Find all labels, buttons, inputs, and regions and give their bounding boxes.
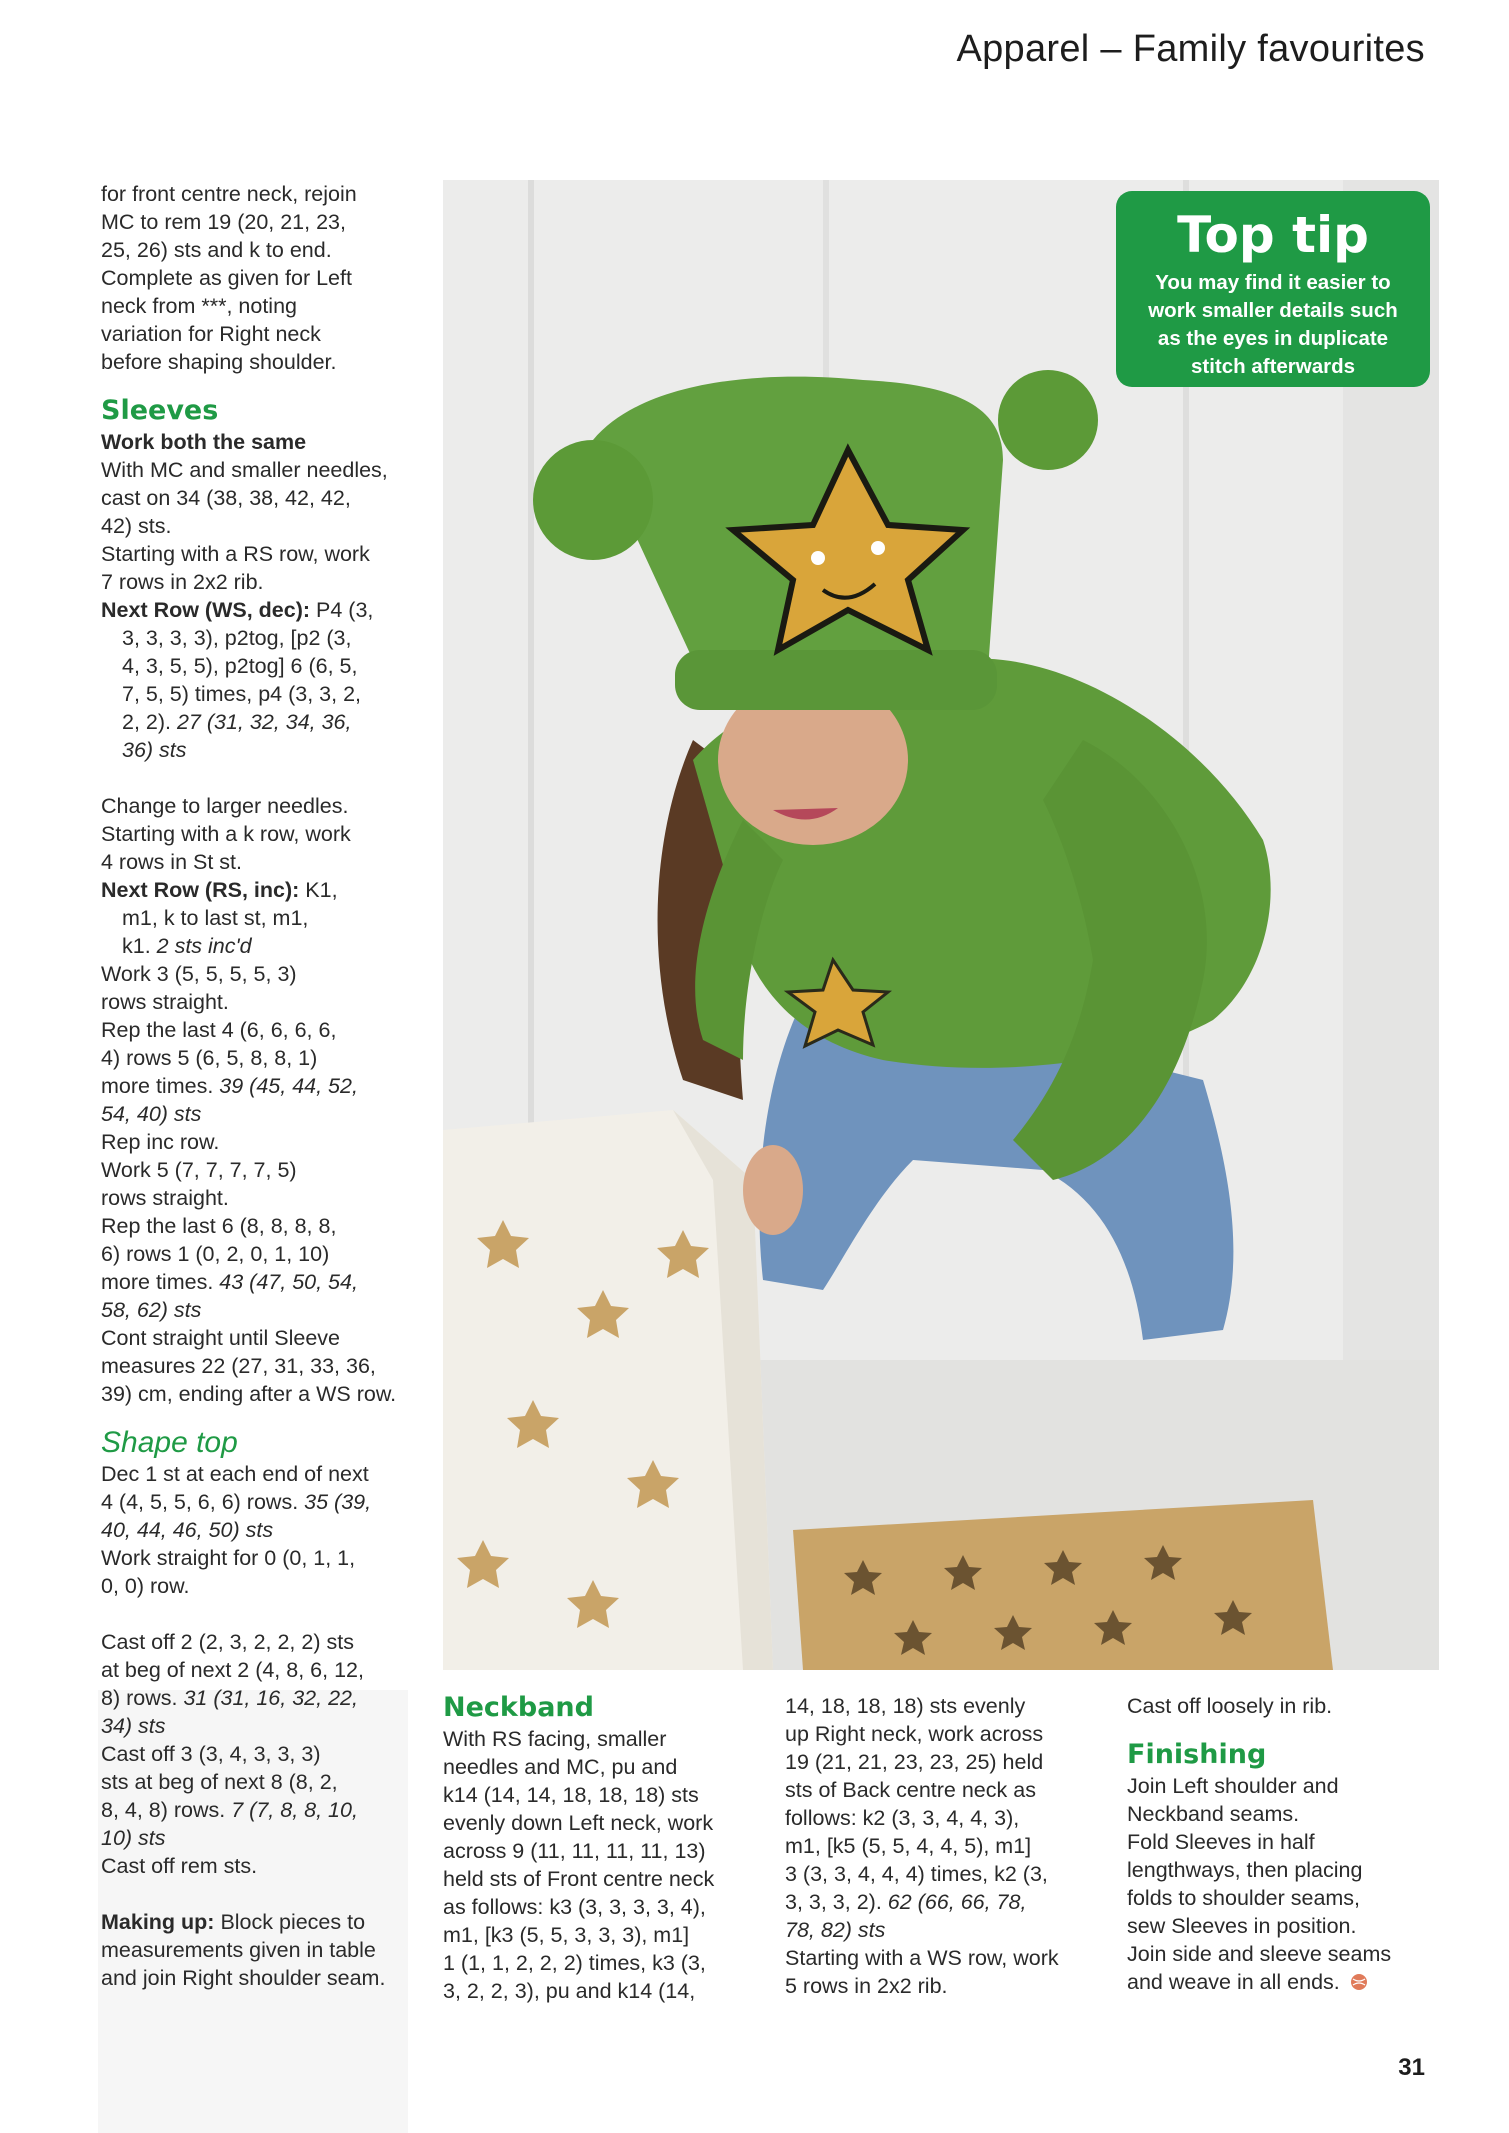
top-tip-body: You may find it easier to work smaller details such as the eyes in duplicate stitch afterwards: [1148, 271, 1398, 378]
finishing-heading: Finishing: [1127, 1739, 1267, 1770]
page-number: 31: [1398, 2054, 1425, 2081]
neckband-heading: Neckband: [443, 1692, 594, 1723]
child-in-star-jumper-illustration: [443, 180, 1439, 1670]
next-row-ws: Next Row (WS, dec): P4 (3,: [101, 598, 374, 622]
product-photo: [443, 180, 1439, 1670]
neckband-continued-column: 14, 18, 18, 18) sts evenly up Right neck, work across 19 (21, 21, 23, 23, 25) held sts of Back centre neck as follows: k2 (3, 3, 4, 4, 3), m1, [k5 (5, 5, 4, 4, 5), m1] 3 (3, 3, 4, 4, 4) times, k2 (3, 3, 3, 3, 2). 62 (66, 66, 78, 78, 82) sts Starting with a WS row, work 5 rows in 2x2 rib.: [785, 1694, 1059, 1998]
sleeves-heading: Sleeves: [101, 395, 219, 426]
left-text-column: for front centre neck, rejoin MC to rem 19 (20, 21, 23, 25, 26) sts and k to end. Complete as given for Left neck from ***, noting variation for Right neck before shaping shoulder. Sleeves Work both the same With MC and smaller needles, cast on 34 (38, 38, 42, 42, 42) sts. Starting with a RS row, work 7 rows in 2x2 rib. Next Row (WS, dec): P4 (3, 3, 3, 3, 3), p2tog, [p2 (3, 4, 3, 5, 5), p2tog] 6 (6, 5, 7, 5, 5) times, p4 (3, 3, 2, 2, 2). 27 (31, 32, 34, 36, 36) sts Change to larger needles. Starting with a k row, work 4 rows in St st. Next Row (RS, inc): K1, m1, k to last st, m1, k1. 2 sts inc'd Work 3 (5, 5, 5, 5, 3) rows straight. Rep the last 4 (6, 6, 6, 6, 4) rows 5 (6, 5, 8, 8, 1) more times. 39 (45, 44, 52, 54, 40) sts Rep inc row. Work 5 (7, 7, 7, 7, 5) rows straight. Rep the last 6 (8, 8, 8, 8, 6) rows 1 (0, 2, 0, 1, 10) more times. 43 (47, 50, 54, 58, 62) sts Cont straight until Sleeve measures 22 (27, 31, 33, 36, 39) cm, ending after a WS row. Shape top Dec 1 st at each end of next 4 (4, 5, 5, 6, 6) rows. 35 (39, 40, 44, 46, 50) sts Work straight for 0 (0, 1, 1, 0, 0) row. Cast off 2 (2, 3, 2, 2, 2) sts at beg of next 2 (4, 8, 6, 12, 8) rows. 31 (31, 16, 32, 22, 34) sts Cast off 3 (3, 4, 3, 3, 3) sts at beg of next 8 (8, 2, 8, 4, 8) rows. 7 (7, 8, 8, 10, 10) sts Cast off rem sts. Making up: Block pieces to measurements given in table and join Right shoulder seam.: [101, 180, 421, 1992]
making-up: Making up: Block pieces to: [101, 1910, 366, 1934]
neckband-column: Neckband With RS facing, smaller needles and MC, pu and k14 (14, 14, 18, 18, 18) sts evenly down Left neck, work across 9 (11, 11, 11, 11, 13) held sts of Front centre neck as follows: k3 (3, 3, 3, 3, 4), m1, [k3 (5, 5, 3, 3, 3), m1] 1 (1, 1, 2, 2, 2) times, k3 (3, 3, 2, 2, 3), pu and k14 (14,: [443, 1685, 748, 2005]
next-row-rs: Next Row (RS, inc): K1,: [101, 878, 338, 902]
section-title: Apparel – Family favourites: [956, 28, 1425, 70]
intro-lines: for front centre neck, rejoin MC to rem 19 (20, 21, 23, 25, 26) sts and k to end. Complete as given for Left neck from ***, noting variation for Right neck before shaping shoulder.: [101, 182, 357, 374]
top-tip-title: Top tip: [1177, 206, 1369, 264]
sleeves-subheading: Work both the same: [101, 430, 307, 454]
finishing-column: Cast off loosely in rib. Finishing Join Left shoulder and Neckband seams. Fold Sleeves in half lengthways, then placing folds to shoulder seams, sew Sleeves in position. Join side and sleeve seams and weave in all ends.: [1127, 1692, 1427, 1996]
yarn-ball-icon: [1350, 1973, 1368, 1991]
top-tip-box: [1116, 191, 1430, 387]
shape-top-heading: Shape top: [101, 1426, 238, 1459]
